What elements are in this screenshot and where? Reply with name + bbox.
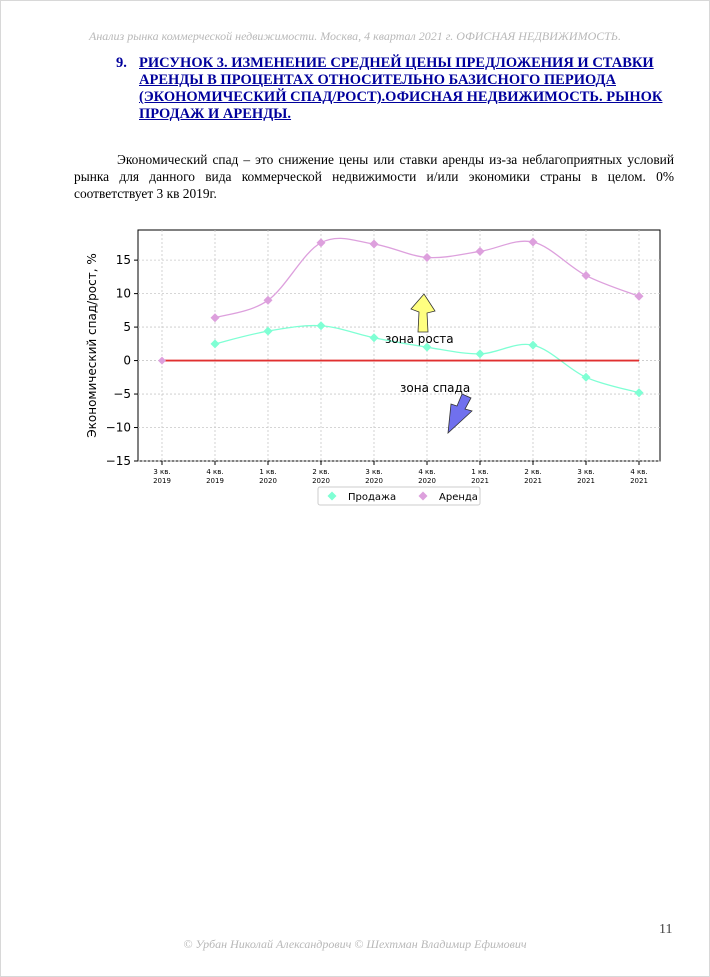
x-tick-label-year: 2020 [365, 477, 383, 485]
growth-zone-label: зона роста [385, 332, 454, 346]
chart-legend [318, 487, 480, 505]
x-tick-label: 1 кв. [471, 468, 489, 476]
x-tick-label-year: 2021 [471, 477, 489, 485]
body-paragraph: Экономический спад – это снижение цены или ставки аренды из-за неблагоприятных условий рынка для данного вида коммерческой недвижимости и/или экономики страны в целом. 0% соответствует 3 кв 2019г. [74, 152, 674, 201]
y-tick-label: 10 [115, 286, 131, 301]
y-axis-label: Экономический спад/рост, % [85, 253, 99, 438]
decline-zone-label: зона спада [400, 381, 471, 395]
page-footer: © Урбан Николай Александрович © Шехтман Владимир Ефимович [183, 937, 527, 951]
section-title-link[interactable]: РИСУНОК 3. ИЗМЕНЕНИЕ СРЕДНЕЙ ЦЕНЫ ПРЕДЛОЖЕНИЯ И СТАВКИ АРЕНДЫ В ПРОЦЕНТАХ ОТНОСИТЕЛЬНО БАЗИСНОГО ПЕРИОДА (ЭКОНОМИЧЕСКИЙ СПАД/РОСТ).ОФИСНАЯ НЕДВИЖИМОСТЬ. РЫНОК ПРОДАЖ И АРЕНДЫ. [139, 55, 663, 122]
x-tick-label-year: 2019 [153, 477, 171, 485]
y-tick-label: 5 [123, 320, 131, 335]
x-tick-label: 1 кв. [259, 468, 277, 476]
x-tick-label-year: 2021 [630, 477, 648, 485]
x-tick-label-year: 2021 [524, 477, 542, 485]
chart-container [80, 222, 680, 514]
x-tick-label: 4 кв. [630, 468, 648, 476]
legend-label-rent: Аренда [439, 492, 478, 503]
page-number: 11 [659, 922, 673, 937]
section-number: 9. [116, 55, 127, 71]
x-tick-label-year: 2020 [259, 477, 277, 485]
x-tick-label: 3 кв. [153, 468, 171, 476]
y-tick-label: −5 [113, 387, 131, 402]
y-tick-label: 15 [115, 253, 131, 268]
x-tick-label: 4 кв. [206, 468, 224, 476]
x-tick-label: 2 кв. [524, 468, 542, 476]
x-tick-label-year: 2019 [206, 477, 224, 485]
chart-svg [80, 222, 680, 514]
y-tick-label: 0 [123, 353, 131, 368]
x-tick-label-year: 2020 [418, 477, 436, 485]
x-tick-label: 2 кв. [312, 468, 330, 476]
x-tick-label-year: 2020 [312, 477, 330, 485]
legend-label-sale: Продажа [348, 492, 397, 503]
running-header: Анализ рынка коммерческой недвижимости. Москва, 4 квартал 2021 г. ОФИСНАЯ НЕДВИЖИМОСТЬ. [89, 29, 621, 43]
x-tick-label: 3 кв. [365, 468, 383, 476]
x-tick-label: 4 кв. [418, 468, 436, 476]
x-tick-label-year: 2021 [577, 477, 595, 485]
y-tick-label: −10 [105, 420, 131, 435]
y-tick-label: −15 [105, 454, 131, 468]
x-tick-label: 3 кв. [577, 468, 595, 476]
